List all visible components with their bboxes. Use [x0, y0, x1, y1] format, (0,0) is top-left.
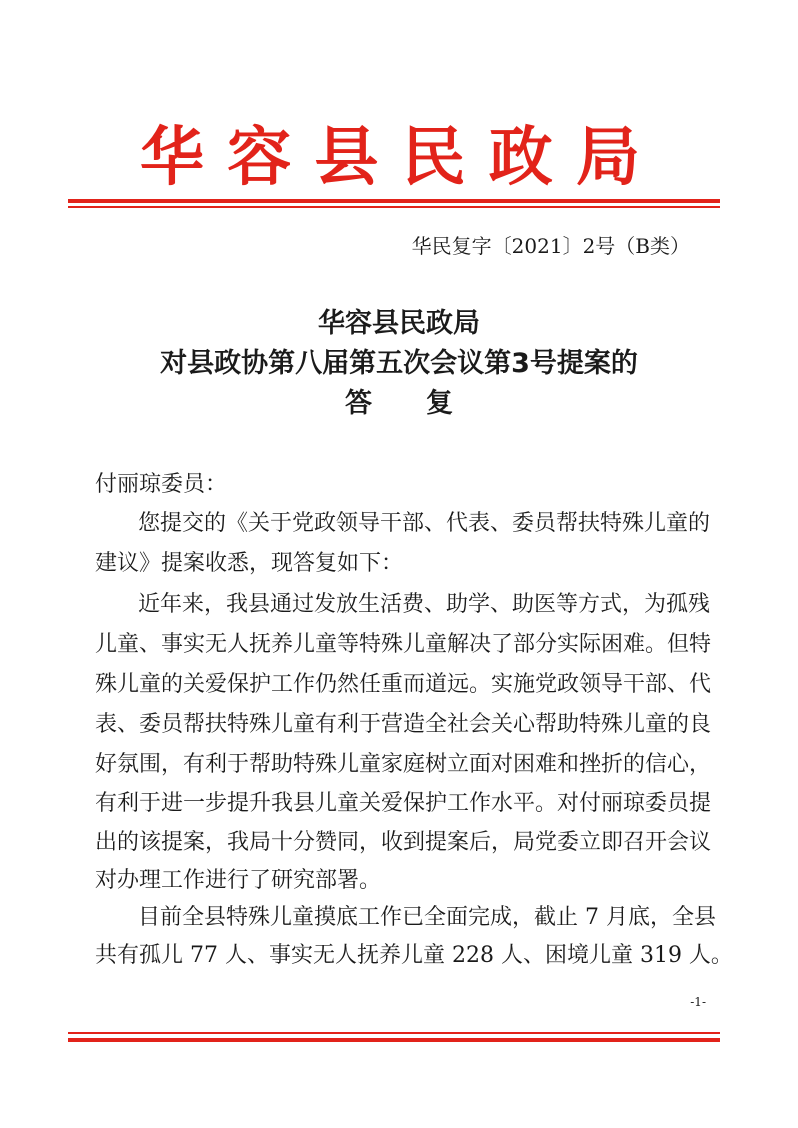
issuing-organization-header: 华容县民政局 [140, 121, 640, 195]
paragraph-line: 对办理工作进行了研究部署。 [95, 868, 382, 893]
title-line-2: 对县政协第八届第五次会议第3号提案的 [160, 348, 638, 379]
footer-red-rule-thick [68, 1038, 720, 1042]
paragraph-line: 好氛围，有利于帮助特殊儿童家庭树立面对困难和挫折的信心， [95, 752, 712, 777]
paragraph-line: 近年来，我县通过发放生活费、助学、助医等方式，为孤残 [138, 592, 711, 617]
paragraph-line: 共有孤儿 77 人、事实无人抚养儿童 228 人、困境儿童 319 人。 [95, 943, 733, 968]
paragraph-line: 殊儿童的关爱保护工作仍然任重而道远。实施党政领导干部、代 [95, 672, 712, 697]
title-line-3: 答 复 [345, 388, 453, 419]
document-number: 华民复字〔2021〕2号（B类） [411, 234, 690, 258]
paragraph-line: 儿童、事实无人抚养儿童等特殊儿童解决了部分实际困难。但特 [95, 632, 712, 657]
paragraph-line: 您提交的《关于党政领导干部、代表、委员帮扶特殊儿童的 [138, 511, 711, 536]
footer-red-rule-thin [68, 1032, 720, 1034]
title-line-1: 华容县民政局 [318, 308, 480, 339]
paragraph-line: 出的该提案，我局十分赞同，收到提案后，局党委立即召开会议 [95, 830, 712, 855]
page-number: -1- [690, 995, 706, 1009]
header-red-rule-thin [68, 206, 720, 208]
paragraph-line: 有利于进一步提升我县儿童关爱保护工作水平。对付丽琼委员提 [95, 791, 712, 816]
paragraph-line: 目前全县特殊儿童摸底工作已全面完成，截止 7 月底，全县 [138, 905, 716, 930]
paragraph-line: 表、委员帮扶特殊儿童有利于营造全社会关心帮助特殊儿童的良 [95, 712, 712, 737]
header-red-rule-thick [68, 199, 720, 203]
salutation: 付丽琼委员： [95, 472, 228, 497]
paragraph-line: 建议》提案收悉，现答复如下： [95, 551, 404, 576]
